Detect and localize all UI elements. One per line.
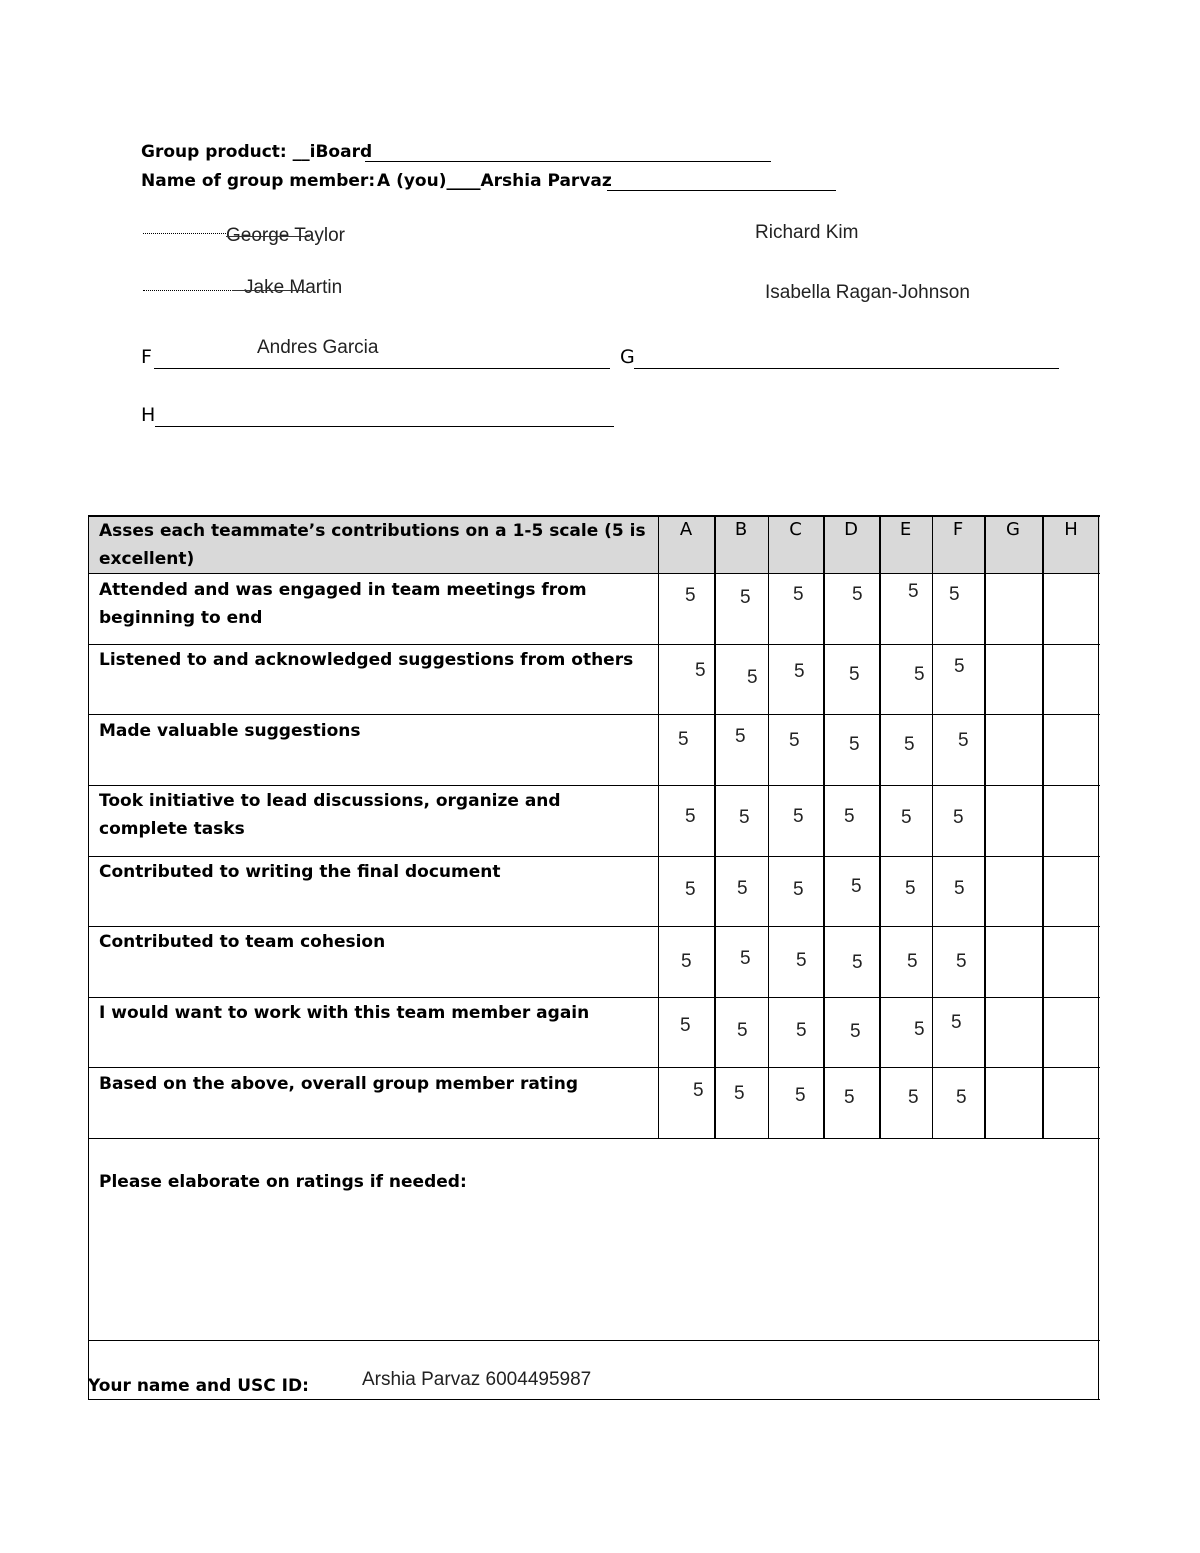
member-c-name[interactable]: Richard Kim	[755, 222, 859, 243]
member-f-name[interactable]: Andres Garcia	[257, 337, 379, 358]
row-divider	[88, 1138, 1100, 1139]
rating-table	[88, 515, 1100, 1400]
score-cell[interactable]: 5	[747, 667, 758, 688]
score-cell[interactable]: 5	[740, 587, 751, 608]
score-cell[interactable]: 5	[693, 1080, 704, 1101]
row-divider	[88, 644, 1100, 645]
elaborate-label: Please elaborate on ratings if needed:	[99, 1172, 467, 1192]
score-cell[interactable]: 5	[953, 807, 964, 828]
score-cell[interactable]: 5	[796, 950, 807, 971]
score-cell[interactable]: 5	[740, 948, 751, 969]
score-cell[interactable]: 5	[789, 730, 800, 751]
score-cell[interactable]: 5	[796, 1020, 807, 1041]
row-divider	[88, 926, 1100, 927]
table-border-left	[88, 515, 89, 1400]
column-header-b: B	[734, 519, 748, 540]
score-cell[interactable]: 5	[685, 806, 696, 827]
column-divider	[984, 515, 986, 1138]
score-cell[interactable]: 5	[908, 581, 919, 602]
score-cell[interactable]: 5	[852, 952, 863, 973]
score-cell[interactable]: 5	[904, 734, 915, 755]
score-cell[interactable]: 5	[849, 734, 860, 755]
score-cell[interactable]: 5	[852, 584, 863, 605]
member-a-underline	[607, 190, 836, 191]
column-divider	[932, 515, 933, 1138]
score-cell[interactable]: 5	[793, 584, 804, 605]
score-cell[interactable]: 5	[956, 1087, 967, 1108]
score-cell[interactable]: 5	[958, 730, 969, 751]
criterion-initiative: Took initiative to lead discussions, organize and complete tasks	[99, 791, 561, 839]
table-border-right	[1098, 515, 1099, 1400]
criterion-attended: Attended and was engaged in team meetings from beginning to end	[99, 580, 587, 628]
score-cell[interactable]: 5	[735, 726, 746, 747]
member-d-strike-line	[232, 290, 308, 291]
criterion-cohesion: Contributed to team cohesion	[99, 932, 386, 952]
row-divider	[88, 1067, 1100, 1068]
criterion-work-again: I would want to work with this team member again	[99, 1003, 590, 1023]
column-header-c: C	[789, 519, 802, 540]
score-cell[interactable]: 5	[795, 1085, 806, 1106]
member-d-dotted-line	[143, 290, 231, 291]
column-header-h: H	[1064, 519, 1078, 540]
row-divider	[88, 1340, 1100, 1341]
score-cell[interactable]: 5	[851, 876, 862, 897]
member-e-name[interactable]: Isabella Ragan-Johnson	[765, 282, 970, 303]
letter-h-label: H	[141, 404, 156, 426]
table-border-bottom	[88, 1399, 1100, 1400]
name-id-label: Your name and USC ID:	[88, 1376, 309, 1396]
score-cell[interactable]: 5	[844, 1087, 855, 1108]
row-divider	[88, 714, 1100, 715]
letter-g-label: G	[620, 346, 635, 368]
score-cell[interactable]: 5	[737, 878, 748, 899]
elaborate-text-area[interactable]	[88, 1139, 1100, 1341]
score-cell[interactable]: 5	[954, 878, 965, 899]
column-divider	[768, 515, 769, 1138]
score-cell[interactable]: 5	[907, 951, 918, 972]
score-cell[interactable]: 5	[849, 664, 860, 685]
member-h-underline[interactable]	[155, 426, 614, 427]
score-cell[interactable]: 5	[901, 807, 912, 828]
member-b-strike-line	[226, 236, 310, 237]
score-cell[interactable]: 5	[739, 807, 750, 828]
member-name-label: Name of group member:	[141, 171, 376, 191]
row-divider	[88, 997, 1100, 998]
row-divider	[88, 573, 1100, 574]
score-cell[interactable]: 5	[680, 1015, 691, 1036]
member-a-entry: A (you)____Arshia Parvaz	[377, 171, 612, 191]
column-divider	[714, 515, 716, 1138]
score-cell[interactable]: 5	[681, 951, 692, 972]
column-header-a: A	[679, 519, 693, 540]
score-cell[interactable]: 5	[914, 1019, 925, 1040]
column-header-f: F	[952, 519, 964, 540]
score-cell[interactable]: 5	[908, 1087, 919, 1108]
score-cell[interactable]: 5	[905, 878, 916, 899]
table-border-top	[88, 515, 1100, 517]
member-g-underline[interactable]	[634, 368, 1059, 369]
score-cell[interactable]: 5	[685, 879, 696, 900]
score-cell[interactable]: 5	[794, 661, 805, 682]
name-id-value[interactable]: Arshia Parvaz 6004495987	[362, 1369, 592, 1390]
score-cell[interactable]: 5	[844, 806, 855, 827]
score-cell[interactable]: 5	[949, 584, 960, 605]
table-header-label: Asses each teammate’s contributions on a 1-5 scale (5 is excellent)	[99, 521, 646, 569]
score-cell[interactable]: 5	[793, 806, 804, 827]
column-header-d: D	[844, 519, 858, 540]
member-f-underline	[154, 368, 610, 369]
member-b-name[interactable]: George Taylor	[226, 225, 345, 246]
score-cell[interactable]: 5	[678, 729, 689, 750]
score-cell[interactable]: 5	[734, 1083, 745, 1104]
column-divider	[1042, 515, 1044, 1138]
score-cell[interactable]: 5	[793, 879, 804, 900]
column-header-e: E	[899, 519, 912, 540]
column-divider	[879, 515, 881, 1138]
score-cell[interactable]: 5	[737, 1020, 748, 1041]
score-cell[interactable]: 5	[954, 656, 965, 677]
group-product-label: Group product: __iBoard	[141, 142, 373, 162]
score-cell[interactable]: 5	[951, 1012, 962, 1033]
criterion-suggestions: Made valuable suggestions	[99, 721, 361, 741]
score-cell[interactable]: 5	[685, 585, 696, 606]
score-cell[interactable]: 5	[850, 1021, 861, 1042]
column-divider	[658, 515, 659, 1138]
row-divider	[88, 856, 1100, 857]
member-d-name[interactable]: Jake Martin	[244, 277, 343, 298]
criterion-listened: Listened to and acknowledged suggestions from others	[99, 650, 634, 670]
group-product-underline	[365, 161, 771, 162]
criterion-overall: Based on the above, overall group member rating	[99, 1074, 579, 1094]
row-divider	[88, 785, 1100, 786]
score-cell[interactable]: 5	[956, 951, 967, 972]
score-cell[interactable]: 5	[695, 660, 706, 681]
criterion-writing: Contributed to writing the final document	[99, 862, 501, 882]
column-divider	[823, 515, 825, 1138]
score-cell[interactable]: 5	[914, 664, 925, 685]
letter-f-label: F	[141, 346, 152, 368]
member-b-dotted-line	[143, 233, 226, 234]
column-header-g: G	[1006, 519, 1020, 540]
